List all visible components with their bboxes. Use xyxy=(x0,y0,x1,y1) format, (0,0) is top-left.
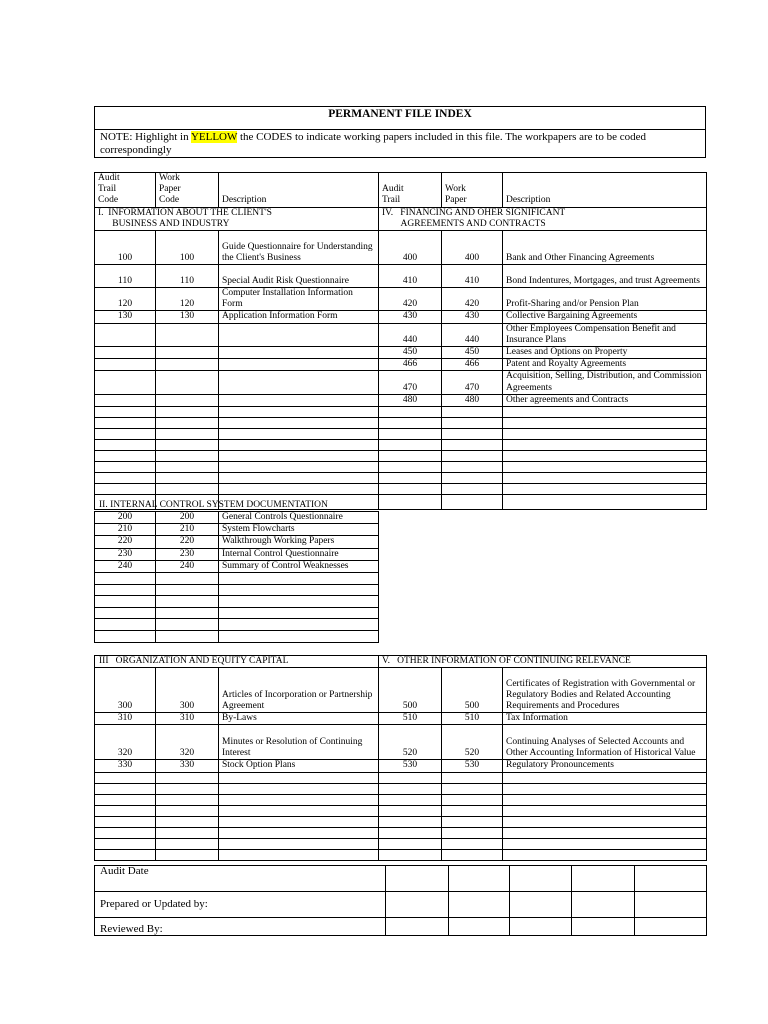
right-description xyxy=(503,440,707,451)
left-description xyxy=(219,394,379,406)
left-work-paper-code: 310 xyxy=(156,713,219,725)
signoff-table xyxy=(94,865,707,936)
right-work-paper-code xyxy=(442,827,503,838)
prepared-by-label: Prepared or Updated by: xyxy=(95,892,386,918)
left-description: Articles of Incorporation or Partnership Agreement xyxy=(219,668,379,713)
left-work-paper-code xyxy=(156,371,219,394)
left-work-paper-code: 200 xyxy=(156,512,219,524)
left-description: General Controls Questionnaire xyxy=(219,512,379,524)
table-row xyxy=(95,816,707,827)
left-description xyxy=(219,429,379,440)
left-audit-trail-code xyxy=(95,371,156,394)
right-description xyxy=(503,816,707,827)
left-audit-trail-code: 310 xyxy=(95,713,156,725)
reviewed-by-cell[interactable] xyxy=(449,918,510,936)
right-work-paper-code xyxy=(442,473,503,484)
instruction-note xyxy=(94,129,706,158)
prepared-by-cell[interactable] xyxy=(449,892,510,918)
table-row xyxy=(95,805,707,816)
right-work-paper-code: 410 xyxy=(442,265,503,288)
prepared-by-cell[interactable] xyxy=(386,892,449,918)
left-audit-trail-code xyxy=(95,573,156,585)
section-heading: V. OTHER INFORMATION OF CONTINUING RELEVANCE xyxy=(379,656,707,668)
table-row xyxy=(95,630,379,642)
left-description xyxy=(219,418,379,429)
left-audit-trail-code: 200 xyxy=(95,512,156,524)
right-audit-trail-code: 440 xyxy=(379,323,442,346)
reviewed-by-label: Reviewed By: xyxy=(95,918,386,936)
right-description xyxy=(503,495,707,510)
right-work-paper-code xyxy=(442,772,503,783)
left-audit-trail-code xyxy=(95,794,156,805)
table-row xyxy=(95,548,379,560)
right-audit-trail-code: 510 xyxy=(379,713,442,725)
left-audit-trail-code xyxy=(95,484,156,495)
audit-date-cell[interactable] xyxy=(449,866,510,892)
table-row xyxy=(95,371,707,394)
table-row xyxy=(95,418,707,429)
right-description xyxy=(503,794,707,805)
left-work-paper-code xyxy=(156,630,219,642)
left-work-paper-code xyxy=(156,440,219,451)
left-description xyxy=(219,451,379,462)
left-description xyxy=(219,630,379,642)
right-description: Regulatory Pronouncements xyxy=(503,760,707,772)
left-audit-trail-code xyxy=(95,473,156,484)
left-audit-trail-code xyxy=(95,827,156,838)
note-text-after: the CODES to indicate working papers included in this file. The workpapers are to be coded correspondingly xyxy=(100,131,647,156)
table-row xyxy=(95,231,707,265)
table-row xyxy=(95,783,707,794)
table-row xyxy=(95,359,707,371)
right-work-paper-code xyxy=(442,794,503,805)
left-work-paper-code xyxy=(156,429,219,440)
right-description xyxy=(503,838,707,849)
right-description: Profit-Sharing and/or Pension Plan xyxy=(503,288,707,311)
left-description: Summary of Control Weaknesses xyxy=(219,560,379,572)
table-row xyxy=(95,772,707,783)
table-row xyxy=(95,536,379,548)
right-work-paper-code xyxy=(442,462,503,473)
table-row xyxy=(95,838,707,849)
right-description xyxy=(503,451,707,462)
table-row xyxy=(95,668,707,713)
right-work-paper-code xyxy=(442,783,503,794)
table-row xyxy=(95,573,379,585)
table-row xyxy=(95,607,379,619)
left-work-paper-code xyxy=(156,473,219,484)
left-audit-trail-code xyxy=(95,838,156,849)
table-row xyxy=(95,827,707,838)
right-audit-trail-code xyxy=(379,816,442,827)
right-work-paper-code xyxy=(442,484,503,495)
right-work-paper-code: 450 xyxy=(442,347,503,359)
table-row xyxy=(95,560,379,572)
left-description xyxy=(219,484,379,495)
left-work-paper-code: 100 xyxy=(156,231,219,265)
table-row xyxy=(95,311,707,323)
left-description xyxy=(219,323,379,346)
right-audit-trail-code xyxy=(379,407,442,418)
table-row xyxy=(95,323,707,346)
left-work-paper-code xyxy=(156,347,219,359)
right-audit-trail-code: 450 xyxy=(379,347,442,359)
section-heading-row xyxy=(95,656,707,668)
header-work-paper-code: Work Paper Code xyxy=(156,173,219,208)
table-row xyxy=(95,619,379,631)
right-audit-trail-code xyxy=(379,794,442,805)
right-audit-trail-code xyxy=(379,440,442,451)
right-audit-trail-code: 410 xyxy=(379,265,442,288)
reviewed-by-cell[interactable] xyxy=(386,918,449,936)
left-audit-trail-code: 210 xyxy=(95,524,156,536)
right-work-paper-code: 520 xyxy=(442,725,503,760)
table-row xyxy=(95,725,707,760)
left-audit-trail-code xyxy=(95,462,156,473)
left-description xyxy=(219,407,379,418)
left-work-paper-code xyxy=(156,838,219,849)
page-title: PERMANENT FILE INDEX xyxy=(94,106,706,130)
left-work-paper-code xyxy=(156,323,219,346)
right-description: Collective Bargaining Agreements xyxy=(503,311,707,323)
note-text-before: NOTE: Highlight in xyxy=(100,131,191,143)
left-audit-trail-code: 300 xyxy=(95,668,156,713)
table-row xyxy=(95,584,379,596)
left-work-paper-code: 330 xyxy=(156,760,219,772)
left-description xyxy=(219,473,379,484)
left-work-paper-code xyxy=(156,827,219,838)
right-audit-trail-code xyxy=(379,849,442,860)
right-description: Patent and Royalty Agreements xyxy=(503,359,707,371)
table-row xyxy=(95,440,707,451)
right-work-paper-code: 420 xyxy=(442,288,503,311)
table-row xyxy=(95,760,707,772)
left-description: Computer Installation Information Form xyxy=(219,288,379,311)
right-description: Tax Information xyxy=(503,713,707,725)
column-header-row xyxy=(95,173,707,208)
table-row xyxy=(95,451,707,462)
left-work-paper-code: 230 xyxy=(156,548,219,560)
section-ii-heading: II. INTERNAL CONTROL SYSTEM DOCUMENTATION xyxy=(99,500,328,510)
right-audit-trail-code xyxy=(379,418,442,429)
table-row xyxy=(95,524,379,536)
reviewed-by-cell[interactable] xyxy=(635,918,707,936)
left-description: Walkthrough Working Papers xyxy=(219,536,379,548)
right-audit-trail-code xyxy=(379,772,442,783)
right-description xyxy=(503,473,707,484)
left-description: By-Laws xyxy=(219,713,379,725)
left-work-paper-code xyxy=(156,394,219,406)
table-row xyxy=(95,713,707,725)
left-description xyxy=(219,805,379,816)
right-audit-trail-code xyxy=(379,783,442,794)
left-description: Stock Option Plans xyxy=(219,760,379,772)
left-audit-trail-code xyxy=(95,596,156,608)
left-audit-trail-code xyxy=(95,440,156,451)
prepared-by-cell[interactable] xyxy=(635,892,707,918)
right-work-paper-code xyxy=(442,816,503,827)
left-audit-trail-code xyxy=(95,772,156,783)
audit-date-cell[interactable] xyxy=(510,866,572,892)
right-work-paper-code xyxy=(442,838,503,849)
left-work-paper-code xyxy=(156,783,219,794)
right-work-paper-code xyxy=(442,451,503,462)
left-audit-trail-code xyxy=(95,619,156,631)
left-work-paper-code xyxy=(156,805,219,816)
left-audit-trail-code xyxy=(95,418,156,429)
left-audit-trail-code: 320 xyxy=(95,725,156,760)
table-row xyxy=(95,429,707,440)
right-audit-trail-code: 470 xyxy=(379,371,442,394)
reviewed-by-cell[interactable] xyxy=(572,918,635,936)
left-work-paper-code xyxy=(156,794,219,805)
left-description: System Flowcharts xyxy=(219,524,379,536)
left-work-paper-code: 240 xyxy=(156,560,219,572)
left-description xyxy=(219,772,379,783)
left-description xyxy=(219,827,379,838)
left-audit-trail-code: 130 xyxy=(95,311,156,323)
right-work-paper-code xyxy=(442,407,503,418)
left-description xyxy=(219,794,379,805)
left-work-paper-code xyxy=(156,849,219,860)
header-audit-trail: Audit Trail xyxy=(379,173,442,208)
left-description xyxy=(219,816,379,827)
header-work-paper: Work Paper xyxy=(442,173,503,208)
right-description xyxy=(503,772,707,783)
right-description: Acquisition, Selling, Distribution, and Commission Agreements xyxy=(503,371,707,394)
left-work-paper-code xyxy=(156,451,219,462)
reviewed-by-cell[interactable] xyxy=(510,918,572,936)
left-description: Minutes or Resolution of Continuing Interest xyxy=(219,725,379,760)
section-heading: III ORGANIZATION AND EQUITY CAPITAL xyxy=(95,656,379,668)
table-row xyxy=(95,462,707,473)
left-description xyxy=(219,619,379,631)
right-description: Bank and Other Financing Agreements xyxy=(503,231,707,265)
right-work-paper-code: 430 xyxy=(442,311,503,323)
header-description: Description xyxy=(219,173,379,208)
right-work-paper-code xyxy=(442,849,503,860)
right-description: Continuing Analyses of Selected Accounts and Other Accounting Information of Historical Value xyxy=(503,725,707,760)
right-description xyxy=(503,462,707,473)
note-highlight-word: YELLOW xyxy=(190,131,238,143)
left-audit-trail-code xyxy=(95,584,156,596)
left-work-paper-code xyxy=(156,584,219,596)
left-description xyxy=(219,783,379,794)
left-audit-trail-code xyxy=(95,359,156,371)
left-work-paper-code: 210 xyxy=(156,524,219,536)
table-row xyxy=(95,347,707,359)
left-work-paper-code xyxy=(156,816,219,827)
right-description xyxy=(503,429,707,440)
audit-date-cell[interactable] xyxy=(386,866,449,892)
table-row xyxy=(95,473,707,484)
left-description xyxy=(219,607,379,619)
left-audit-trail-code xyxy=(95,783,156,794)
right-audit-trail-code: 430 xyxy=(379,311,442,323)
right-work-paper-code: 530 xyxy=(442,760,503,772)
right-audit-trail-code xyxy=(379,473,442,484)
left-audit-trail-code xyxy=(95,323,156,346)
right-audit-trail-code: 520 xyxy=(379,725,442,760)
index-table-sections-3-5 xyxy=(94,655,707,861)
left-description: Application Information Form xyxy=(219,311,379,323)
left-description xyxy=(219,347,379,359)
right-audit-trail-code xyxy=(379,827,442,838)
right-work-paper-code xyxy=(442,495,503,510)
left-audit-trail-code xyxy=(95,607,156,619)
section-heading-row xyxy=(95,207,707,230)
right-audit-trail-code xyxy=(379,484,442,495)
left-description xyxy=(219,371,379,394)
audit-date-label: Audit Date xyxy=(95,866,386,892)
right-description xyxy=(503,418,707,429)
table-row xyxy=(95,394,707,406)
left-work-paper-code: 110 xyxy=(156,265,219,288)
left-work-paper-code: 320 xyxy=(156,725,219,760)
header-audit-trail-code: Audit Trail Code xyxy=(95,173,156,208)
right-description xyxy=(503,407,707,418)
left-audit-trail-code xyxy=(95,407,156,418)
right-description: Bond Indentures, Mortgages, and trust Agreements xyxy=(503,265,707,288)
table-row xyxy=(95,407,707,418)
right-audit-trail-code xyxy=(379,462,442,473)
table-row xyxy=(95,596,379,608)
left-work-paper-code xyxy=(156,619,219,631)
left-audit-trail-code: 110 xyxy=(95,265,156,288)
left-audit-trail-code xyxy=(95,451,156,462)
right-audit-trail-code: 530 xyxy=(379,760,442,772)
right-description xyxy=(503,484,707,495)
left-audit-trail-code xyxy=(95,630,156,642)
left-audit-trail-code xyxy=(95,805,156,816)
right-description: Other agreements and Contracts xyxy=(503,394,707,406)
prepared-by-cell[interactable] xyxy=(572,892,635,918)
left-work-paper-code xyxy=(156,772,219,783)
left-audit-trail-code xyxy=(95,347,156,359)
right-audit-trail-code: 500 xyxy=(379,668,442,713)
left-work-paper-code xyxy=(156,407,219,418)
right-description xyxy=(503,805,707,816)
table-row xyxy=(95,512,379,524)
table-row xyxy=(95,288,707,311)
left-work-paper-code xyxy=(156,596,219,608)
right-description: Other Employees Compensation Benefit and Insurance Plans xyxy=(503,323,707,346)
left-audit-trail-code xyxy=(95,816,156,827)
left-work-paper-code xyxy=(156,484,219,495)
index-table-sections-1-4 xyxy=(94,172,707,510)
left-description: Guide Questionnaire for Understanding the Client's Business xyxy=(219,231,379,265)
right-work-paper-code: 470 xyxy=(442,371,503,394)
left-audit-trail-code xyxy=(95,849,156,860)
left-work-paper-code xyxy=(156,607,219,619)
left-description xyxy=(219,849,379,860)
left-audit-trail-code xyxy=(95,429,156,440)
table-row xyxy=(95,849,707,860)
left-description xyxy=(219,573,379,585)
right-work-paper-code: 466 xyxy=(442,359,503,371)
left-description xyxy=(219,440,379,451)
left-audit-trail-code: 220 xyxy=(95,536,156,548)
section-heading: IV. FINANCING AND OHER SIGNIFICANT AGREEMENTS AND CONTRACTS xyxy=(379,207,707,230)
right-audit-trail-code: 400 xyxy=(379,231,442,265)
left-audit-trail-code: 230 xyxy=(95,548,156,560)
left-audit-trail-code: 100 xyxy=(95,231,156,265)
left-audit-trail-code: 330 xyxy=(95,760,156,772)
right-work-paper-code: 510 xyxy=(442,713,503,725)
left-work-paper-code xyxy=(156,359,219,371)
right-description: Leases and Options on Property xyxy=(503,347,707,359)
right-audit-trail-code xyxy=(379,495,442,510)
left-work-paper-code: 220 xyxy=(156,536,219,548)
left-description xyxy=(219,359,379,371)
audit-date-cell[interactable] xyxy=(635,866,707,892)
right-work-paper-code xyxy=(442,418,503,429)
right-description: Certificates of Registration with Governmental or Regulatory Bodies and Related Accounting Requirements and Procedures xyxy=(503,668,707,713)
prepared-by-cell[interactable] xyxy=(510,892,572,918)
right-work-paper-code xyxy=(442,429,503,440)
left-work-paper-code xyxy=(156,573,219,585)
right-audit-trail-code xyxy=(379,805,442,816)
right-work-paper-code: 500 xyxy=(442,668,503,713)
right-audit-trail-code xyxy=(379,838,442,849)
index-table-section-2 xyxy=(94,511,379,643)
table-row xyxy=(95,265,707,288)
right-work-paper-code: 480 xyxy=(442,394,503,406)
left-work-paper-code xyxy=(156,462,219,473)
right-audit-trail-code xyxy=(379,429,442,440)
left-audit-trail-code: 240 xyxy=(95,560,156,572)
table-row xyxy=(95,484,707,495)
left-description xyxy=(219,838,379,849)
audit-date-cell[interactable] xyxy=(572,866,635,892)
left-description xyxy=(219,584,379,596)
table-row xyxy=(95,794,707,805)
left-description: Special Audit Risk Questionnaire xyxy=(219,265,379,288)
right-description xyxy=(503,849,707,860)
right-description xyxy=(503,783,707,794)
right-work-paper-code: 400 xyxy=(442,231,503,265)
header-description: Description xyxy=(503,173,707,208)
right-description xyxy=(503,827,707,838)
left-description xyxy=(219,596,379,608)
right-work-paper-code xyxy=(442,805,503,816)
left-description xyxy=(219,462,379,473)
right-audit-trail-code: 420 xyxy=(379,288,442,311)
left-work-paper-code: 120 xyxy=(156,288,219,311)
right-work-paper-code: 440 xyxy=(442,323,503,346)
left-description: Internal Control Questionnaire xyxy=(219,548,379,560)
right-work-paper-code xyxy=(442,440,503,451)
left-audit-trail-code: 120 xyxy=(95,288,156,311)
left-audit-trail-code xyxy=(95,394,156,406)
right-audit-trail-code xyxy=(379,451,442,462)
left-work-paper-code xyxy=(156,418,219,429)
section-heading: I. INFORMATION ABOUT THE CLIENT'S BUSINESS AND INDUSTRY xyxy=(95,207,379,230)
left-work-paper-code: 300 xyxy=(156,668,219,713)
right-audit-trail-code: 480 xyxy=(379,394,442,406)
left-work-paper-code: 130 xyxy=(156,311,219,323)
right-audit-trail-code: 466 xyxy=(379,359,442,371)
